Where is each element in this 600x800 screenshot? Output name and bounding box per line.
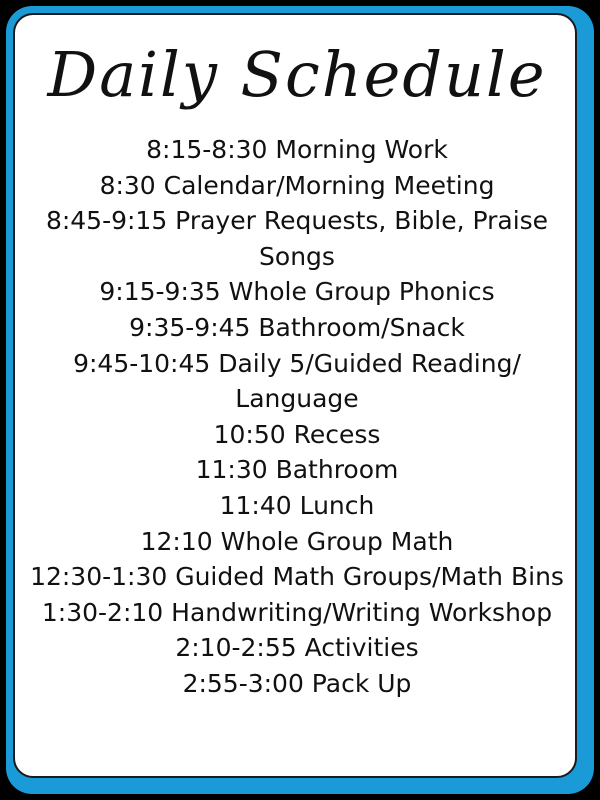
schedule-item: 11:40 Lunch bbox=[219, 490, 375, 520]
schedule-item: 11:30 Bathroom bbox=[195, 455, 399, 485]
schedule-item: 12:30-1:30 Guided Math Groups/Math Bins bbox=[30, 562, 564, 592]
schedule-item: 8:45-9:15 Prayer Requests, Bible, Praise Songs bbox=[45, 206, 549, 271]
schedule-item: 12:10 Whole Group Math bbox=[140, 526, 454, 556]
schedule-item: 9:45-10:45 Daily 5/Guided Reading/ Language bbox=[73, 348, 521, 414]
schedule-item: 1:30-2:10 Handwriting/Writing Workshop bbox=[41, 597, 553, 627]
schedule-item: 2:10-2:55 Activities bbox=[175, 633, 419, 663]
page-title: Daily Schedule bbox=[47, 38, 547, 111]
schedule-item: 8:30 Calendar/Morning Meeting bbox=[99, 170, 495, 200]
schedule-list bbox=[15, 132, 579, 702]
schedule-item: 9:35-9:45 Bathroom/Snack bbox=[129, 312, 465, 342]
schedule-item: 9:15-9:35 Whole Group Phonics bbox=[99, 277, 495, 307]
schedule-item: 2:55-3:00 Pack Up bbox=[182, 668, 412, 698]
schedule-item: 10:50 Recess bbox=[213, 419, 381, 449]
schedule-item: 8:15-8:30 Morning Work bbox=[146, 135, 448, 164]
schedule-card bbox=[13, 13, 577, 778]
